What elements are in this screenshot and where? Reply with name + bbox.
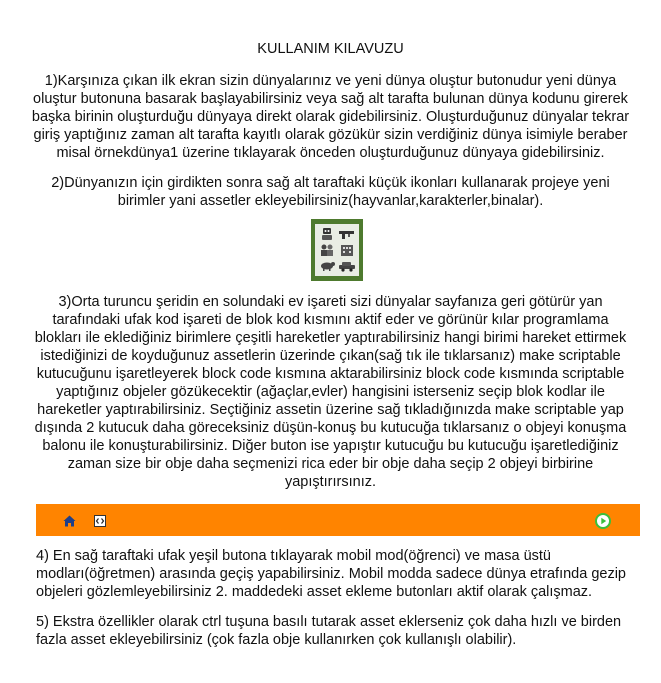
section-5 <box>36 613 646 649</box>
home-icon[interactable] <box>62 514 76 528</box>
page-title: KULLANIM KILAVUZU <box>257 41 404 57</box>
orange-toolbar <box>36 504 640 536</box>
building-icon <box>338 242 358 257</box>
section-1-line: misal örnekdünya1 üzerine tıklayarak önceden oluşturduğunuz dünyaya gidebilirsiniz. <box>56 145 605 161</box>
section-3-line: balonu ile konuşturabilirsiniz. Diğer buton ise yapıştır kutucuğu bu kutucuğu işaretlediğiniz <box>42 438 619 454</box>
robot-icon <box>317 226 337 241</box>
asset-icons-grid <box>315 224 359 276</box>
section-2-line: birimler yani assetler ekleyebilirsiniz(hayvanlar,karakterler,binalar). <box>117 193 544 209</box>
section-2 <box>30 174 631 210</box>
section-1-line: oluştur butonuna basarak başlayabilirsiniz veya sağ alt tarafta bulunan dünya kodunu girerek <box>33 91 628 107</box>
car-icon <box>338 259 358 274</box>
asset-icons-panel <box>311 219 363 281</box>
section-4-line: modları(öğretmen) arasında geçiş yapabilirsiniz. Mobil modda sadece dünya etrafında gezip <box>36 566 626 582</box>
section-4 <box>36 547 646 601</box>
play-circle-icon[interactable] <box>595 513 611 529</box>
section-3-line: dışında 2 kutucuk daha göreceksiniz düşün-konuş bu kutucuğa tıklarsanız o objeyi konuşma <box>34 420 627 436</box>
section-3-line: istediğinizi de koyduğunuz assetlerin üzerinde çıkan(sağ tık ile tıklarsanız) make scriptable <box>40 348 621 364</box>
character-icon <box>317 242 337 257</box>
section-1-line: 1)Karşınıza çıkan ilk ekran sizin dünyalarınız ve yeni dünya oluştur butonudur yeni dünya <box>44 73 617 89</box>
section-5-line: fazla asset ekleyebilirsiniz (çok fazla obje kullanırken çok kullanışlı olabilir). <box>36 632 517 648</box>
section-3-line: blokları ile eklediğiniz birimlere çeşitli hareketler yaptırabilirsiniz hangi birimi hareket ettirmek <box>34 330 627 346</box>
gun-icon <box>338 226 358 241</box>
section-4-line: objeleri gözlemleyebilirsiniz 2. maddedeki asset ekleme butonları aktif olarak çalışmaz. <box>36 584 593 600</box>
section-3-line: tarafındaki ufak kod işareti de blok kod kısmını aktif eder ve görünür kılar programlama <box>52 312 609 328</box>
section-3-line: yapıştırırsınız. <box>284 474 377 490</box>
section-1 <box>30 72 631 162</box>
section-1-line: başka birinin oluşturduğu dünyaya direkt olarak gidebilirsiniz. Oluşturduğunuz dünyalar tekrar <box>31 109 630 125</box>
section-3-line: 3)Orta turuncu şeridin en solundaki ev işareti sizi dünyalar sayfanıza geri götürür yan <box>58 294 603 310</box>
section-1-line: giriş yaptığınız zaman alt tarafta kayıtlı olarak gözükür sizin verdiğiniz dünya isimiyle beraber <box>33 127 628 143</box>
section-3 <box>30 293 631 491</box>
code-icon[interactable] <box>93 514 107 528</box>
section-3-line: zaman size bir obje daha seçmenizi rica eder bir obje daha seçip 2 objeyi birbirine <box>67 456 594 472</box>
section-2-line: 2)Dünyanızın için girdikten sonra sağ alt taraftaki küçük ikonları kullanarak projeye yeni <box>51 175 610 191</box>
section-3-line: kutucuğunu işaretleyerek block code kısmına aktarabilirsiniz block code kısmında scriptable <box>36 366 625 382</box>
section-5-line: 5) Ekstra özellikler olarak ctrl tuşuna basılı tutarak asset eklerseniz çok daha hızlı ve birden <box>36 614 622 630</box>
section-3-line: yaptığınız objeler gözükecektir (ağaçlar,evler) hangisini isterseniz seçip blok kodlar ile <box>56 384 605 400</box>
section-4-line: 4) En sağ taraftaki ufak yeşil butona tıklayarak mobil mod(öğrenci) ve masa üstü <box>36 548 551 564</box>
animal-icon <box>317 259 337 274</box>
section-3-line: hareketler yaptırabilirsiniz. Seçtiğiniz assetin üzerine sağ tıkladığınızda make scriptable yap <box>37 402 624 418</box>
